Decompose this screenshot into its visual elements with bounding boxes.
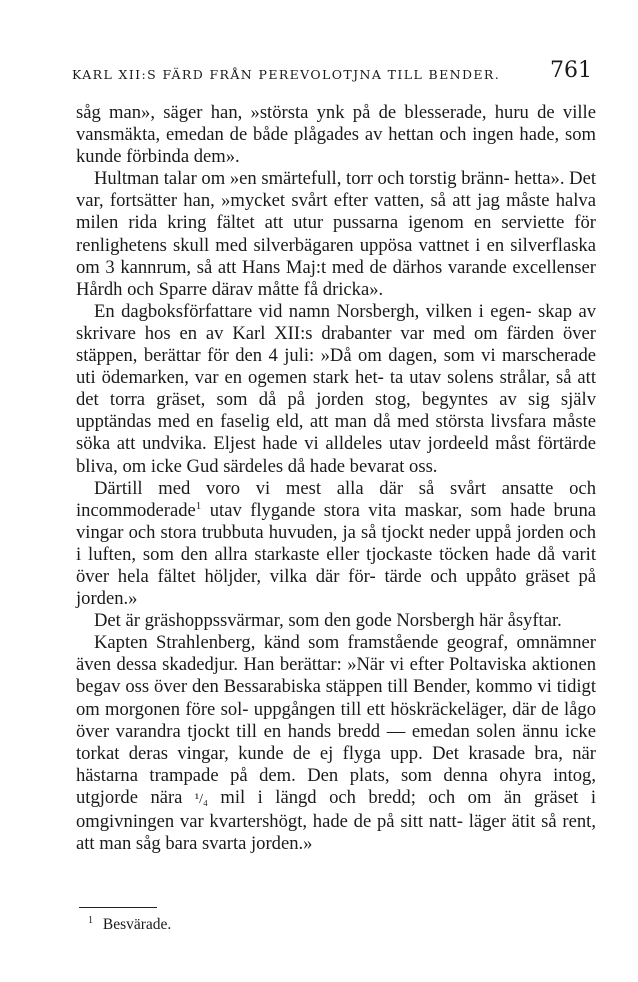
text-line: ville vansmäkta, emedan de både plågades av hettan och: [76, 102, 596, 146]
text-line: uppå jorden och i luften, som den allra starkaste eller tjockaste: [76, 521, 596, 565]
text-line: tärde och uppåto gräset på jorden.»: [76, 565, 596, 610]
text-line: gräset i omgivningen var kvartershögt, hade de på sitt natt-: [76, 786, 596, 832]
text-line: därav måtte få dricka».: [211, 278, 384, 300]
text-line: Maj:t med de därhos varande excellenser Hårdh och Sparre: [76, 256, 596, 300]
text-line: töcken hade då varit över hela fältet höljder, vilka där för-: [76, 543, 597, 587]
text-line: skap av skrivare hos en av Karl XII:s drabanter var med om: [76, 300, 597, 344]
text-line: utav flygande stora vita maskar, som hade: [209, 499, 546, 521]
text-line: åsyftar.: [507, 610, 562, 632]
text-line: mil i längd och bredd; och om än: [220, 786, 522, 808]
running-head: KARL XII:S FÄRD FRÅN PEREVOLOTJNA TILL BENDER.: [72, 67, 501, 82]
text-line: hetta». Det var, fortsätter han, »mycket svårt efter vatten, så: [76, 168, 597, 212]
text-line: Kapten Strahlenberg, känd som framstående geograf,: [94, 632, 509, 654]
footnote-text: Besvärade.: [102, 916, 172, 933]
text-line: att jag måste halva milen rida kring fältet att utur pussarna: [76, 190, 596, 234]
page-header: [72, 58, 592, 92]
footnote-mark: 1: [88, 914, 93, 926]
footnote-divider: [79, 907, 157, 908]
text-line: Hultman talar om »en smärtefull, torr och torstig bränn-: [94, 168, 510, 190]
text-line: intog, utgjorde nära: [76, 764, 596, 808]
text-line: ta utav solens strålar, så att det torra gräset, som då på: [76, 367, 596, 411]
paragraph-1: [76, 102, 596, 168]
text-line: hästarna trampade på dem. Den plats, som denna ohyra: [76, 764, 542, 786]
text-line: icke Gud särdeles då hade bevarat oss.: [150, 455, 438, 477]
text-line: efter Poltaviska aktionen begav oss över den Bessarabiska: [76, 654, 596, 698]
footnote: [88, 916, 171, 934]
fraction: ¹/₄: [194, 791, 208, 807]
text-line: Därtill med voro vi mest alla där så svårt ansatte och: [94, 477, 596, 499]
text-line: eld, att man då med största livsfara måste söka att undvika.: [76, 411, 596, 455]
text-line: En dagboksförfattare vid namn Norsbergh, vilken i egen-: [94, 300, 532, 322]
text-line: igenom en serviette för renlighetens skull med silverbägaren: [76, 212, 597, 256]
text-line: färden över stäppen, berättar för den 4 juli: »Då om dagen,: [76, 322, 596, 367]
text-line: stäppen till Bender, kommo vi tidigt om morgonen före sol-: [76, 676, 597, 720]
body-text: [76, 102, 596, 855]
text-line: omnämner även dessa skadedjur. Han berättar: »När vi: [76, 632, 596, 676]
page-number: 761: [550, 58, 592, 83]
paragraph-3: [76, 301, 596, 478]
text-line: läger ätit så rent, att man såg bara svarta jorden.»: [76, 811, 596, 855]
text-line: såg man», säger han, »största ynk på de blesserade, huru de: [76, 102, 555, 123]
text-line: incommoderade: [76, 499, 196, 521]
paragraph-6: [76, 632, 596, 855]
text-line: uppösa vattnet i en silverflaska om 3 kannrum, så att Hans: [76, 234, 596, 278]
footnote-reference: 1: [195, 499, 202, 512]
text-line: ingen hade, som kunde förbinda dem».: [76, 124, 596, 168]
paragraph-4: [76, 478, 596, 611]
text-line: tjockt till en hands bredd — emedan solen ännu icke torkat: [76, 720, 596, 764]
text-line: jorden stog, begyntes av sig själv upptändas med en faselig: [76, 389, 597, 433]
text-line: Eljest hade vi alldeles utav jordeeld måst förtärde bliva, om: [76, 433, 596, 477]
text-line: deras vingar, kunde de ej flyga upp. Det krasade bra, när: [128, 742, 596, 764]
text-line: uppgången till ett höskräckeläger, där de lågo över varandra: [76, 698, 596, 742]
paragraph-5: [76, 610, 596, 632]
text-line: som vi marscherade uti ödemarken, var en ogemen stark het-: [76, 345, 596, 389]
text-line: bruna vingar och stora trubbuta huvuden, ja så tjockt neder: [76, 499, 596, 543]
paragraph-2: [76, 168, 596, 301]
text-line: Det är gräshoppssvärmar, som den gode Norsbergh här: [94, 610, 503, 632]
